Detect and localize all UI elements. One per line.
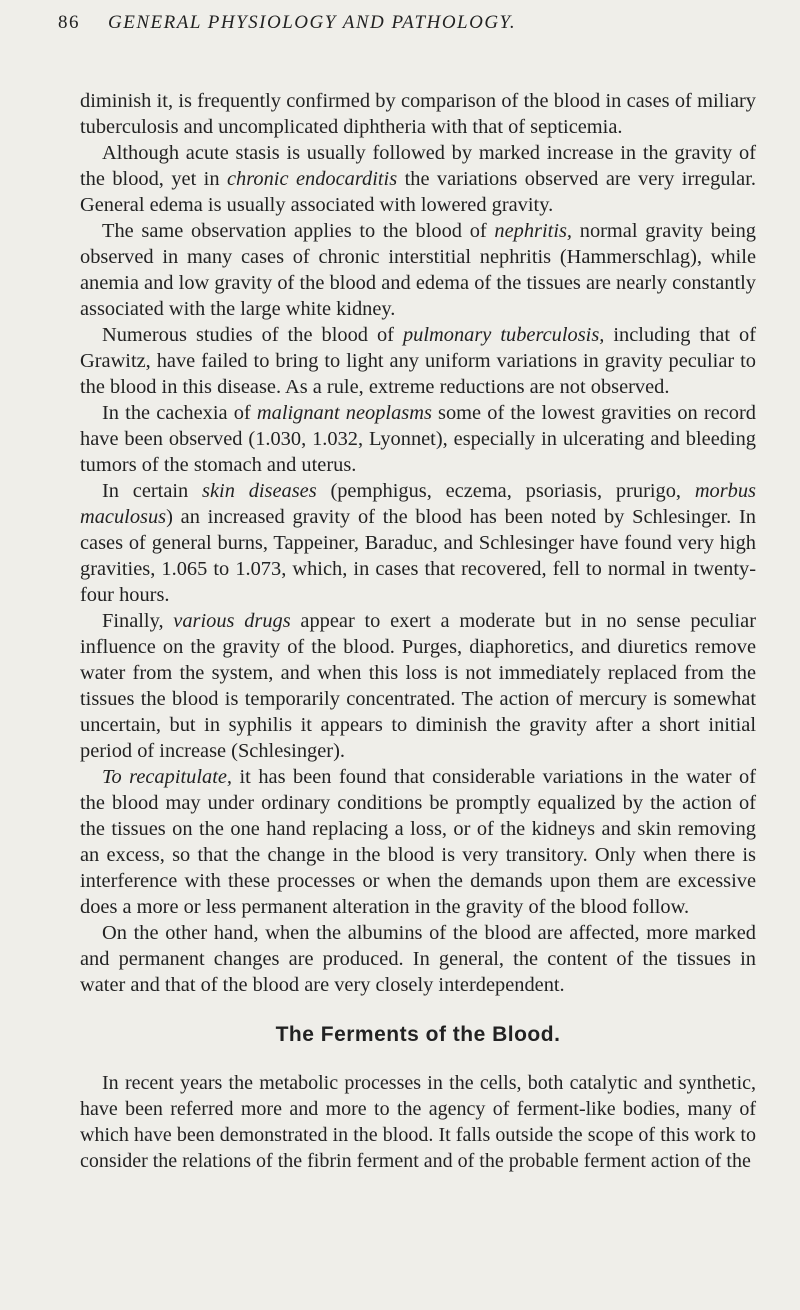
body-text [80, 88, 756, 1174]
text-run: Numerous studies of the blood of [102, 324, 403, 346]
paragraph [80, 322, 756, 400]
paragraph [80, 764, 756, 920]
italic-term: various drugs [173, 610, 291, 632]
page-number: 86 [58, 12, 80, 33]
text-run: The same observation applies to the blood of [102, 220, 495, 242]
paragraph [80, 608, 756, 764]
text-run: (pemphigus, eczema, psoriasis, prurigo, [316, 480, 695, 502]
paragraph [80, 920, 756, 998]
text-run: it has been found that considerable variations in the water of the blood may under ordinary conditions be promptly equalized by the action of the tissues on the one hand replacing a loss, or of the kidneys and skin removing an excess, so that the change in the blood is very transitory. Only when there is interference with these processes or when the demands upon them are excessive does a more or less permanent alteration in the gravity of the blood follow. [80, 766, 756, 918]
text-run: ) an increased gravity of the blood has been noted by Schlesinger. In cases of general burns, Tappeiner, Baraduc, and Schlesinger have found very high gravities, 1.065 to 1.073, which, in cases that recovered, fell to normal in twenty-four hours. [80, 506, 756, 606]
italic-term: morbus maculosus [80, 480, 756, 528]
text-run: normal gravity being observed in many cases of chronic interstitial nephritis (Hammerschlag), while anemia and low gravity of the blood and edema of the tissues are nearly constantly associated with the large white kidney. [80, 220, 756, 320]
italic-term: To recapitulate, [102, 766, 233, 788]
text-run: In certain [102, 480, 203, 502]
italic-term: pulmonary tuberculosis, [402, 324, 605, 346]
paragraph [80, 88, 756, 140]
italic-term: chronic endocarditis [226, 168, 398, 190]
paragraph [80, 218, 756, 322]
paragraph [80, 478, 756, 608]
running-head: GENERAL PHYSIOLOGY AND PATHOLOGY. [108, 12, 517, 33]
section-heading: The Ferments of the Blood. [275, 1023, 561, 1046]
text-run: Finally, [102, 610, 174, 632]
italic-term: malignant neoplasms [256, 402, 432, 424]
text-run: In recent years the metabolic processes in the cells, both catalytic and synthetic, have been referred more and more to the agency of ferment-like bodies, many of which have been demonstrated in the blood. It falls outside the scope of this work to consider the relations of the fibrin ferment and of the probable ferment action of the [80, 1072, 756, 1172]
text-run: the variations observed are very irregular. General edema is usually associated with lowered gravity. [80, 168, 756, 216]
text-run: including that of Grawitz, have failed to bring to light any uniform variations in gravity peculiar to the blood in this disease. As a rule, extreme reductions are not observed. [80, 324, 756, 398]
text-run: some of the lowest gravities on record have been observed (1.030, 1.032, Lyonnet), especially in ulcerating and bleeding tumors of the stomach and uterus. [80, 402, 756, 476]
text-run: Although acute stasis is usually followed by marked increase in the gravity of the blood, yet in [80, 142, 756, 190]
text-run: In the cachexia of [102, 402, 257, 424]
italic-term: nephritis, [494, 220, 573, 242]
text-run: appear to exert a moderate but in no sense peculiar influence on the gravity of the blood. Purges, diaphoretics, and diuretics remove water from the system, and when this loss is not immediately replaced from the tissues the blood is temporarily concentrated. The action of mercury is somewhat uncertain, but in syphilis it appears to diminish the gravity after a short initial period of increase (Schlesinger). [80, 610, 757, 762]
page-header [58, 12, 748, 36]
italic-term: skin diseases [202, 480, 317, 502]
paragraph [80, 400, 756, 478]
paragraph [80, 1070, 756, 1174]
text-run: diminish it, is frequently confirmed by comparison of the blood in cases of miliary tuberculosis and uncomplicated diphtheria with that of septicemia. [80, 90, 756, 138]
paragraph [80, 140, 756, 218]
text-run: On the other hand, when the albumins of the blood are affected, more marked and permanent changes are produced. In general, the content of the tissues in water and that of the blood are very closely interdependent. [80, 922, 756, 996]
